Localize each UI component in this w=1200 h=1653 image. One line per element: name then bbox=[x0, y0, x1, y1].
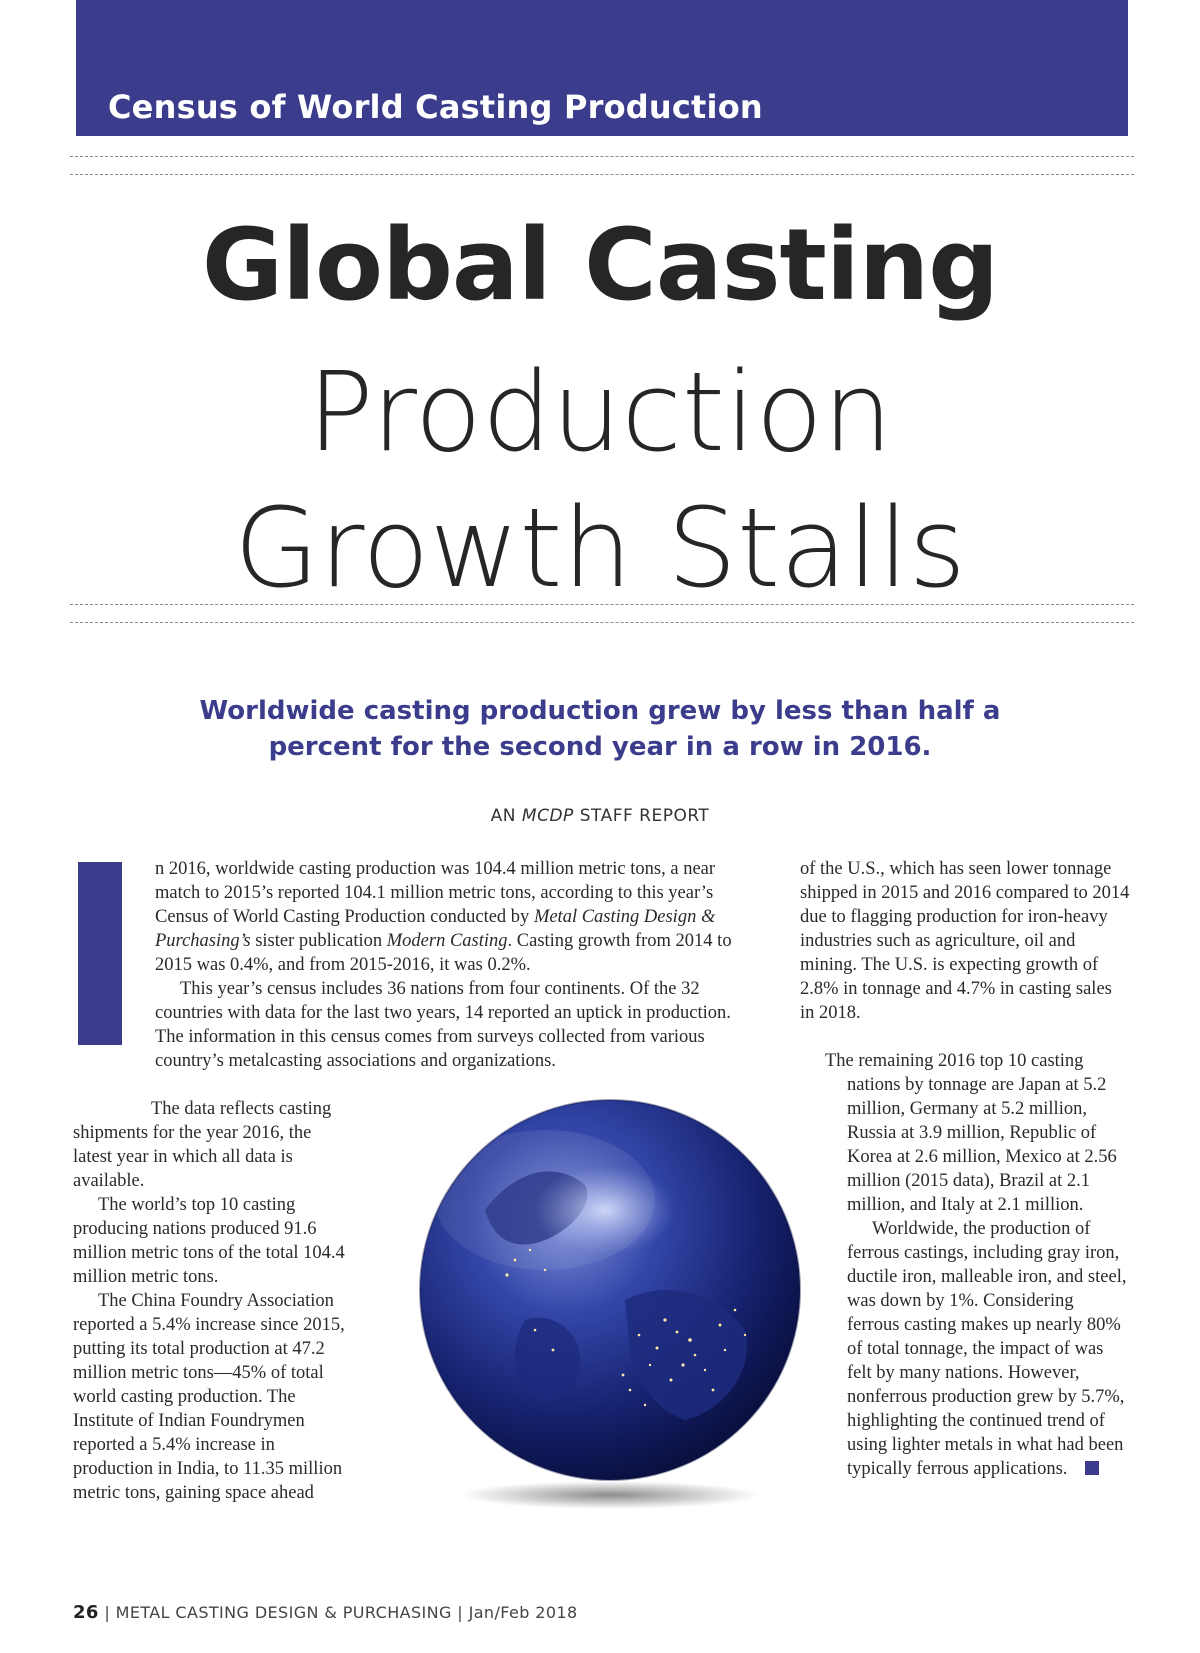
body-text-run: Worldwide, the production of ferrous castings, including gray iron, ductile iron, malleable iron, and steel, was down by 1%. Considering ferrous casting makes up nearly 80% of total tonnage, the impact of was felt by many nations. However, nonferrous production grew by 5.7%, highlighting the continued trend of using lighter metals in what had been typically ferrous applications. bbox=[847, 1219, 1127, 1479]
byline-prefix: AN bbox=[490, 806, 522, 826]
body-column-right-top bbox=[800, 857, 1130, 1025]
divider-top-1 bbox=[70, 156, 1134, 157]
body-text-italic: Modern Casting bbox=[386, 931, 508, 951]
drop-cap-letter bbox=[78, 862, 122, 1045]
footer-text: | METAL CASTING DESIGN & PURCHASING | Jan/Feb 2018 bbox=[98, 1603, 578, 1622]
globe-icon bbox=[395, 1090, 835, 1530]
body-text-italic: Metal Casting Design & Purchasing’s bbox=[155, 907, 716, 951]
body-paragraph-3: The data reflects casting shipments for the year 2016, the latest year in which all data is available. bbox=[73, 1099, 332, 1191]
byline bbox=[0, 806, 1200, 826]
deck-line-2: percent for the second year in a row in 2016. bbox=[268, 732, 932, 762]
divider-bottom-1 bbox=[70, 604, 1134, 605]
deck-line-1: Worldwide casting production grew by less than half a bbox=[199, 696, 1001, 726]
body-text-run: . Casting growth from 2014 to 2015 was 0.4%, and from 2015-2016, it was 0.2%. bbox=[155, 931, 732, 975]
body-text-run: sister publication bbox=[250, 931, 387, 951]
body-paragraph-8 bbox=[847, 1217, 1130, 1481]
headline-line-3: Growth Stalls bbox=[234, 484, 966, 612]
body-text-run: n 2016, worldwide casting production was 104.4 million metric tons, a near match to 2015’s reported 104.1 million metric tons, according to this year’s Census of World Casting Production conducted by bbox=[155, 859, 716, 927]
end-mark-icon bbox=[1085, 1461, 1099, 1475]
headline-line-1: Global Casting bbox=[201, 208, 999, 323]
body-column-left bbox=[73, 1097, 348, 1505]
deck bbox=[130, 693, 1070, 765]
body-column-top bbox=[155, 857, 755, 1073]
body-paragraph-5: The China Foundry Association reported a 5.4% increase since 2015, putting its total production at 47.2 million metric tons—45% of total world casting production. The Institute of Indian Foundrymen reported a 5.4% increase in production in India, to 11.35 million metric tons, gaining space ahead bbox=[73, 1291, 345, 1503]
body-paragraph-7: The remaining 2016 top 10 casting nations by tonnage are Japan at 5.2 million, Germany at 5.2 million, Russia at 3.9 million, Republic of Korea at 2.6 million, Mexico at 2.56 million (2015 data), Brazil at 2.1 million, and Italy at 2.1 million. bbox=[825, 1051, 1117, 1215]
divider-top-2 bbox=[70, 174, 1134, 175]
page-number: 26 bbox=[73, 1602, 99, 1623]
body-paragraph-1 bbox=[155, 857, 755, 977]
section-title: Census of World Casting Production bbox=[108, 88, 763, 126]
body-paragraph-4: The world’s top 10 casting producing nations produced 91.6 million metric tons of the total 104.4 million metric tons. bbox=[73, 1195, 345, 1287]
byline-publication: MCDP bbox=[521, 806, 574, 826]
section-banner bbox=[76, 0, 1128, 136]
divider-bottom-2 bbox=[70, 622, 1134, 623]
body-column-right bbox=[825, 1049, 1130, 1481]
body-paragraph-2: This year’s census includes 36 nations from four continents. Of the 32 countries with data for the last two years, 14 reported an uptick in production. The information in this census comes from surveys collected from various country’s metalcasting associations and organizations. bbox=[155, 979, 731, 1071]
body-paragraph-6: of the U.S., which has seen lower tonnage shipped in 2015 and 2016 compared to 2014 due to flagging production for iron-heavy industries such as agriculture, oil and mining. The U.S. is expecting growth of 2.8% in tonnage and 4.7% in casting sales in 2018. bbox=[800, 859, 1130, 1023]
byline-suffix: STAFF REPORT bbox=[573, 806, 710, 826]
page-footer bbox=[73, 1602, 578, 1623]
headline-line-2: Production bbox=[307, 348, 893, 476]
earth-globe-image bbox=[395, 1090, 835, 1530]
